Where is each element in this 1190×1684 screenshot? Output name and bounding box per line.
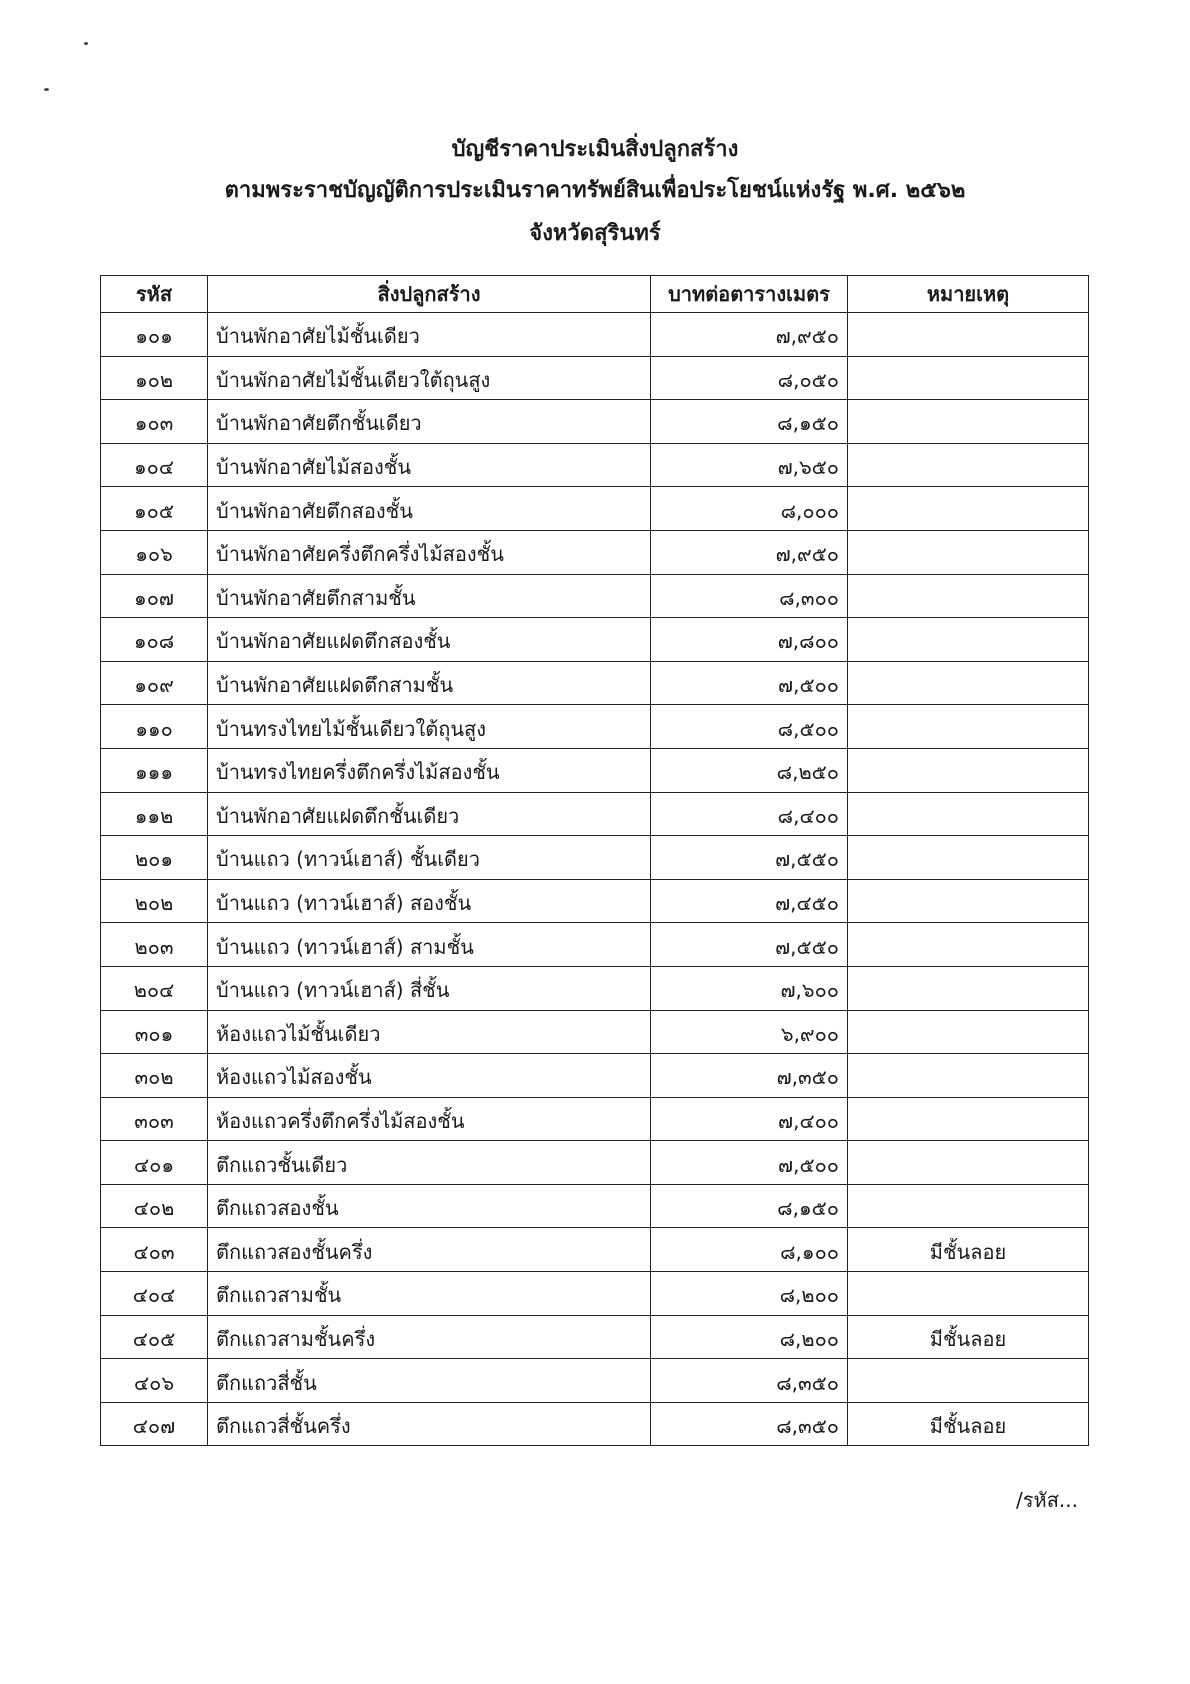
building-cell: บ้านพักอาศัยไม้ชั้นเดียว	[208, 313, 651, 357]
price-table-body	[101, 313, 1089, 1446]
remark-cell	[848, 356, 1089, 400]
price-cell: ๖,๙๐๐	[651, 1010, 848, 1054]
table-header	[101, 276, 1089, 313]
price-cell: ๘,๑๕๐	[651, 1184, 848, 1228]
price-cell: ๘,๓๐๐	[651, 574, 848, 618]
table-row	[101, 1054, 1089, 1098]
table-row	[101, 1141, 1089, 1185]
scan-speck	[84, 42, 88, 45]
code-cell: ๑๑๒	[101, 792, 208, 836]
code-cell: ๑๑๐	[101, 705, 208, 749]
remark-cell	[848, 966, 1089, 1010]
building-cell: บ้านพักอาศัยครึ่งตึกครึ่งไม้สองชั้น	[208, 530, 651, 574]
remark-cell	[848, 1010, 1089, 1054]
table-row	[101, 1010, 1089, 1054]
building-cell: บ้านพักอาศัยไม้สองชั้น	[208, 443, 651, 487]
remark-cell: มีชั้นลอย	[848, 1228, 1089, 1272]
building-cell: ห้องแถวไม้สองชั้น	[208, 1054, 651, 1098]
price-cell: ๗,๓๕๐	[651, 1054, 848, 1098]
column-header-remark: หมายเหตุ	[848, 276, 1089, 313]
code-cell: ๓๐๑	[101, 1010, 208, 1054]
table-row	[101, 618, 1089, 662]
remark-cell	[848, 705, 1089, 749]
column-header-code: รหัส	[101, 276, 208, 313]
table-row	[101, 966, 1089, 1010]
price-cell: ๗,๕๕๐	[651, 923, 848, 967]
table-row	[101, 443, 1089, 487]
code-cell: ๔๐๒	[101, 1184, 208, 1228]
building-cell: ห้องแถวไม้ชั้นเดียว	[208, 1010, 651, 1054]
remark-cell	[848, 748, 1089, 792]
price-cell: ๘,๔๐๐	[651, 792, 848, 836]
table-row	[101, 923, 1089, 967]
building-cell: บ้านแถว (ทาวน์เฮาส์) สองชั้น	[208, 879, 651, 923]
building-cell: ตึกแถวสี่ชั้นครึ่ง	[208, 1402, 651, 1446]
code-cell: ๒๐๓	[101, 923, 208, 967]
table-row	[101, 1272, 1089, 1316]
price-cell: ๗,๖๐๐	[651, 966, 848, 1010]
table-row	[101, 1228, 1089, 1272]
table-row	[101, 1402, 1089, 1446]
building-cell: บ้านพักอาศัยแฝดตึกชั้นเดียว	[208, 792, 651, 836]
table-row	[101, 1184, 1089, 1228]
remark-cell	[848, 661, 1089, 705]
price-cell: ๘,๓๕๐	[651, 1359, 848, 1403]
building-cell: บ้านแถว (ทาวน์เฮาส์) สามชั้น	[208, 923, 651, 967]
table-row	[101, 661, 1089, 705]
code-cell: ๑๑๑	[101, 748, 208, 792]
building-cell: ตึกแถวสองชั้น	[208, 1184, 651, 1228]
header-row	[101, 276, 1089, 313]
code-cell: ๔๐๑	[101, 1141, 208, 1185]
price-cell: ๗,๙๕๐	[651, 313, 848, 357]
remark-cell	[848, 400, 1089, 444]
remark-cell	[848, 1097, 1089, 1141]
price-cell: ๘,๕๐๐	[651, 705, 848, 749]
remark-cell	[848, 1272, 1089, 1316]
table-row	[101, 792, 1089, 836]
code-cell: ๔๐๗	[101, 1402, 208, 1446]
table-row	[101, 836, 1089, 880]
price-table	[100, 275, 1089, 1446]
price-cell: ๗,๔๕๐	[651, 879, 848, 923]
table-row	[101, 574, 1089, 618]
price-cell: ๘,๐๐๐	[651, 487, 848, 531]
building-cell: ตึกแถวสามชั้น	[208, 1272, 651, 1316]
price-cell: ๗,๘๐๐	[651, 618, 848, 662]
table-row	[101, 1315, 1089, 1359]
code-cell: ๑๐๓	[101, 400, 208, 444]
price-cell: ๘,๒๕๐	[651, 748, 848, 792]
remark-cell	[848, 879, 1089, 923]
remark-cell: มีชั้นลอย	[848, 1402, 1089, 1446]
remark-cell	[848, 443, 1089, 487]
price-cell: ๘,๐๕๐	[651, 356, 848, 400]
column-header-price: บาทต่อตารางเมตร	[651, 276, 848, 313]
building-cell: ตึกแถวสี่ชั้น	[208, 1359, 651, 1403]
document-title: บัญชีราคาประเมินสิ่งปลูกสร้าง	[451, 137, 739, 162]
remark-cell	[848, 618, 1089, 662]
table-row	[101, 530, 1089, 574]
building-cell: บ้านพักอาศัยแฝดตึกสองชั้น	[208, 618, 651, 662]
price-cell: ๘,๒๐๐	[651, 1315, 848, 1359]
table-row	[101, 313, 1089, 357]
table-row	[101, 879, 1089, 923]
code-cell: ๔๐๕	[101, 1315, 208, 1359]
table-row	[101, 356, 1089, 400]
remark-cell	[848, 530, 1089, 574]
remark-cell	[848, 574, 1089, 618]
price-cell: ๗,๕๕๐	[651, 836, 848, 880]
building-cell: บ้านพักอาศัยไม้ชั้นเดียวใต้ถุนสูง	[208, 356, 651, 400]
document-subtitle: ตามพระราชบัญญัติการประเมินราคาทรัพย์สินเพื่อประโยชน์แห่งรัฐ พ.ศ. ๒๕๖๒	[224, 178, 966, 203]
table-row	[101, 487, 1089, 531]
building-cell: บ้านทรงไทยไม้ชั้นเดียวใต้ถุนสูง	[208, 705, 651, 749]
price-cell: ๘,๑๕๐	[651, 400, 848, 444]
building-cell: บ้านพักอาศัยตึกชั้นเดียว	[208, 400, 651, 444]
code-cell: ๑๐๘	[101, 618, 208, 662]
code-cell: ๓๐๓	[101, 1097, 208, 1141]
building-cell: บ้านทรงไทยครึ่งตึกครึ่งไม้สองชั้น	[208, 748, 651, 792]
price-cell: ๘,๓๕๐	[651, 1402, 848, 1446]
column-header-building: สิ่งปลูกสร้าง	[208, 276, 651, 313]
table-row	[101, 400, 1089, 444]
remark-cell	[848, 487, 1089, 531]
remark-cell	[848, 313, 1089, 357]
remark-cell	[848, 1054, 1089, 1098]
province-name: จังหวัดสุรินทร์	[529, 221, 661, 246]
price-cell: ๘,๑๐๐	[651, 1228, 848, 1272]
code-cell: ๑๐๖	[101, 530, 208, 574]
code-cell: ๔๐๓	[101, 1228, 208, 1272]
code-cell: ๑๐๙	[101, 661, 208, 705]
remark-cell	[848, 836, 1089, 880]
building-cell: ตึกแถวสามชั้นครึ่ง	[208, 1315, 651, 1359]
code-cell: ๒๐๑	[101, 836, 208, 880]
code-cell: ๒๐๔	[101, 966, 208, 1010]
remark-cell	[848, 923, 1089, 967]
remark-cell	[848, 792, 1089, 836]
price-cell: ๗,๕๐๐	[651, 1141, 848, 1185]
remark-cell	[848, 1184, 1089, 1228]
code-cell: ๒๐๒	[101, 879, 208, 923]
code-cell: ๑๐๒	[101, 356, 208, 400]
price-cell: ๗,๖๕๐	[651, 443, 848, 487]
continuation-note: /รหัส...	[1016, 1488, 1078, 1512]
remark-cell	[848, 1359, 1089, 1403]
code-cell: ๑๐๑	[101, 313, 208, 357]
building-cell: บ้านพักอาศัยตึกสองชั้น	[208, 487, 651, 531]
code-cell: ๑๐๔	[101, 443, 208, 487]
price-cell: ๘,๒๐๐	[651, 1272, 848, 1316]
price-cell: ๗,๙๕๐	[651, 530, 848, 574]
code-cell: ๔๐๖	[101, 1359, 208, 1403]
remark-cell: มีชั้นลอย	[848, 1315, 1089, 1359]
building-cell: บ้านแถว (ทาวน์เฮาส์) ชั้นเดียว	[208, 836, 651, 880]
building-cell: ห้องแถวครึ่งตึกครึ่งไม้สองชั้น	[208, 1097, 651, 1141]
code-cell: ๓๐๒	[101, 1054, 208, 1098]
code-cell: ๔๐๔	[101, 1272, 208, 1316]
table-row	[101, 748, 1089, 792]
building-cell: บ้านพักอาศัยแฝดตึกสามชั้น	[208, 661, 651, 705]
price-cell: ๗,๕๐๐	[651, 661, 848, 705]
table-row	[101, 1359, 1089, 1403]
scan-speck	[44, 88, 49, 91]
building-cell: บ้านพักอาศัยตึกสามชั้น	[208, 574, 651, 618]
building-cell: ตึกแถวชั้นเดียว	[208, 1141, 651, 1185]
remark-cell	[848, 1141, 1089, 1185]
building-cell: บ้านแถว (ทาวน์เฮาส์) สี่ชั้น	[208, 966, 651, 1010]
price-cell: ๗,๔๐๐	[651, 1097, 848, 1141]
table-row	[101, 705, 1089, 749]
code-cell: ๑๐๗	[101, 574, 208, 618]
building-cell: ตึกแถวสองชั้นครึ่ง	[208, 1228, 651, 1272]
table-row	[101, 1097, 1089, 1141]
code-cell: ๑๐๕	[101, 487, 208, 531]
